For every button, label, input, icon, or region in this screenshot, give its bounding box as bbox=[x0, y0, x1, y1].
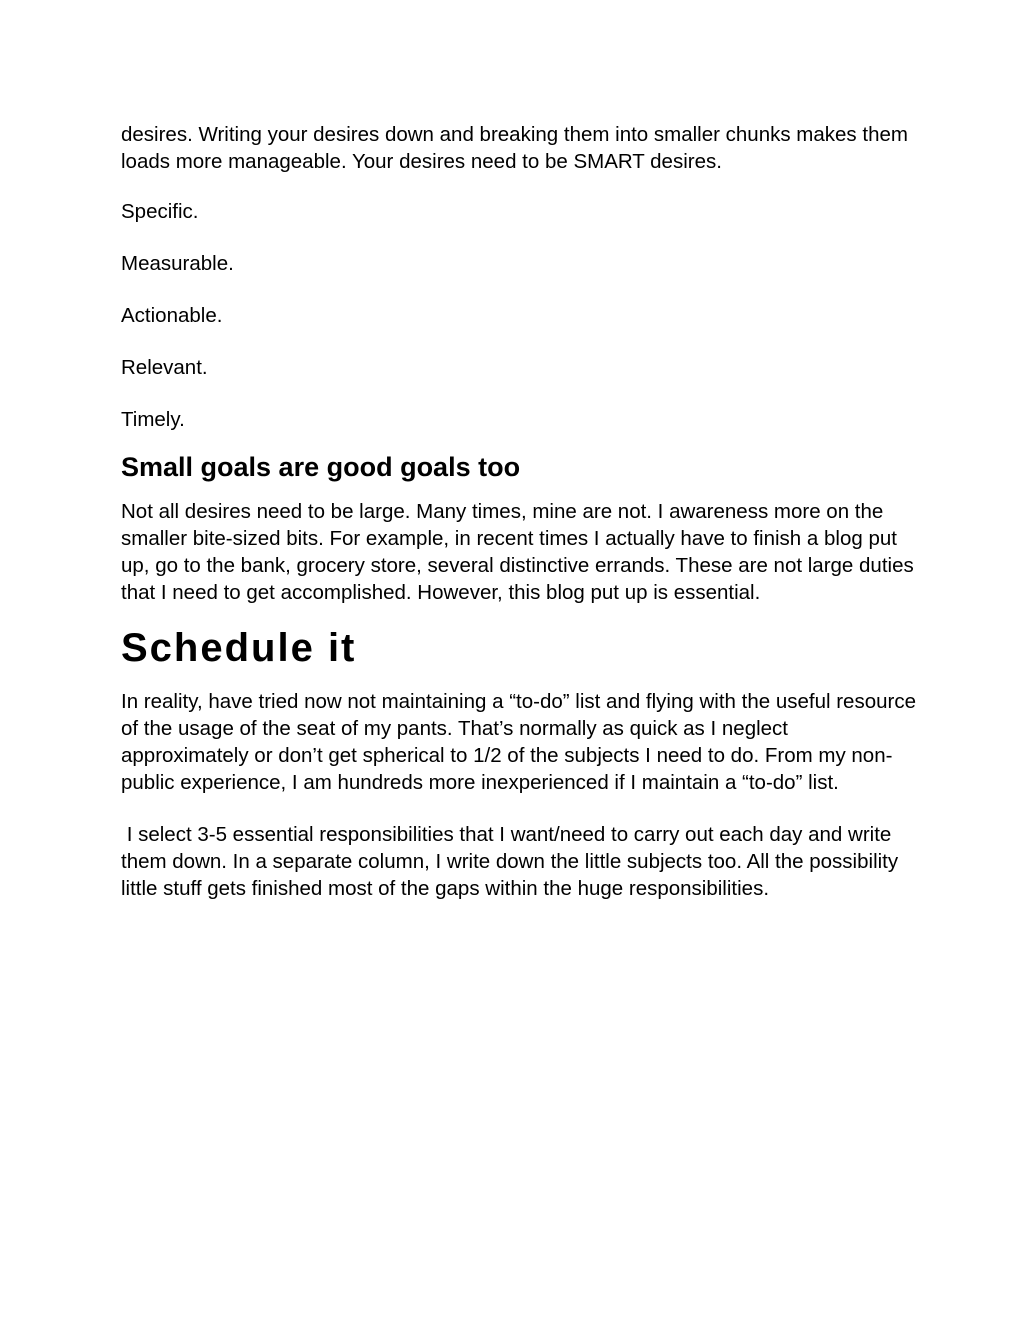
smart-item-actionable: Actionable. bbox=[121, 304, 223, 327]
schedule-paragraph-2: I select 3-5 essential responsibilities that I want/need to carry out each day and write them down. In a separate column, I write down the little subjects too. All the possibility little stuff gets finished most of the gaps within the huge responsibilities. bbox=[121, 823, 904, 900]
document-page bbox=[121, 121, 921, 927]
schedule-paragraph-1: In reality, have tried now not maintaining a “to-do” list and flying with the useful resource of the usage of the seat of my pants. That’s normally as quick as I neglect approximately or don’t get spherical to 1/2 of the subjects I need to do. From my non-public experience, I am hundreds more inexperienced if I maintain a “to-do” list. bbox=[121, 690, 916, 794]
intro-paragraph: desires. Writing your desires down and breaking them into smaller chunks makes them loads more manageable. Your desires need to be SMART desires. bbox=[121, 123, 908, 173]
smart-item-timely: Timely. bbox=[121, 408, 185, 431]
small-goals-paragraph: Not all desires need to be large. Many times, mine are not. I awareness more on the smaller bite-sized bits. For example, in recent times I actually have to finish a blog put up, go to the bank, grocery store, several distinctive errands. These are not large duties that I need to get accomplished. However, this blog put up is essential. bbox=[121, 500, 914, 604]
smart-item-relevant: Relevant. bbox=[121, 356, 208, 379]
smart-item-measurable: Measurable. bbox=[121, 252, 234, 275]
smart-item-specific: Specific. bbox=[121, 200, 199, 223]
schedule-heading: Schedule it bbox=[121, 626, 357, 670]
small-goals-heading: Small goals are good goals too bbox=[121, 452, 521, 482]
